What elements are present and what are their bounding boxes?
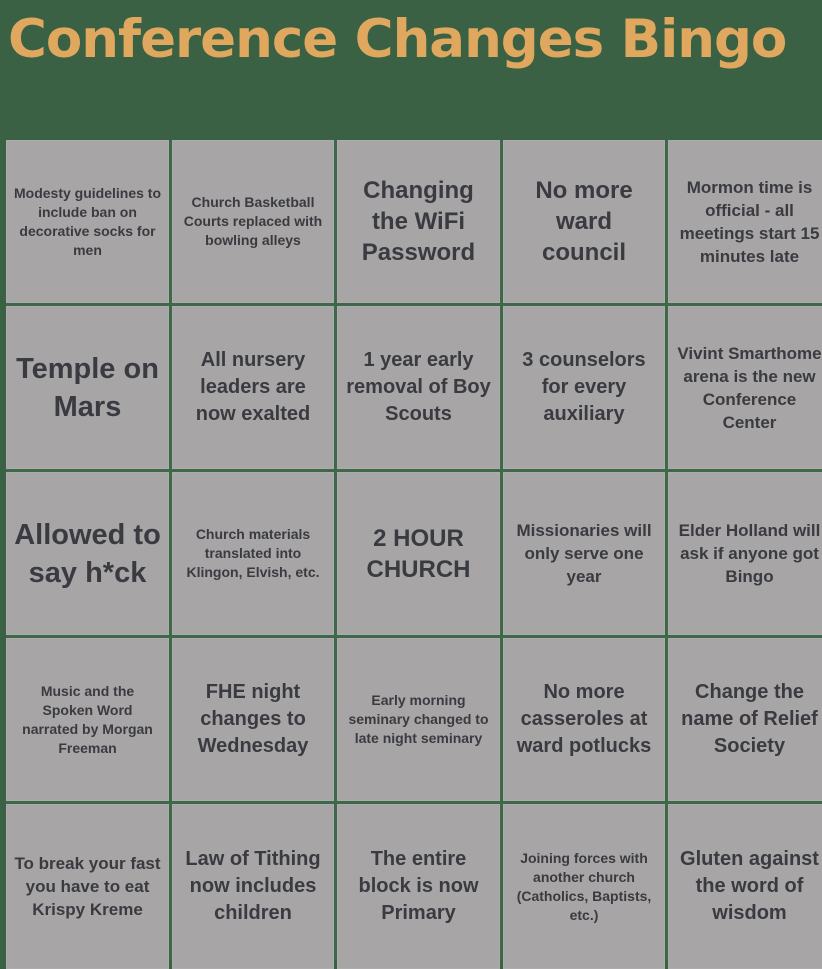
bingo-cell-r3c1: Allowed to say h*ck <box>6 472 169 635</box>
bingo-cell-r3c2: Church materials translated into Klingon, Elvish, etc. <box>172 472 334 635</box>
bingo-cell-r4c1: Music and the Spoken Word narrated by Morgan Freeman <box>6 638 169 801</box>
bingo-cell-r5c5: Gluten against the word of wisdom <box>668 804 822 969</box>
bingo-cell-r4c2: FHE night changes to Wednesday <box>172 638 334 801</box>
bingo-cell-r2c2: All nursery leaders are now exalted <box>172 306 334 469</box>
bingo-cell-r4c4: No more casseroles at ward potlucks <box>503 638 665 801</box>
page-title: Conference Changes Bingo <box>8 9 787 70</box>
bingo-cell-r2c1: Temple on Mars <box>6 306 169 469</box>
bingo-cell-r4c3: Early morning seminary changed to late night seminary <box>337 638 500 801</box>
bingo-cell-r1c5: Mormon time is official - all meetings start 15 minutes late <box>668 140 822 303</box>
bingo-board <box>6 140 822 960</box>
bingo-cell-r4c5: Change the name of Relief Society <box>668 638 822 801</box>
bingo-cell-r1c4: No more ward council <box>503 140 665 303</box>
bingo-cell-r3c3: 2 HOUR CHURCH <box>337 472 500 635</box>
bingo-cell-r3c4: Missionaries will only serve one year <box>503 472 665 635</box>
bingo-cell-r3c5: Elder Holland will ask if anyone got Bingo <box>668 472 822 635</box>
bingo-cell-r5c4: Joining forces with another church (Catholics, Baptists, etc.) <box>503 804 665 969</box>
bingo-cell-r5c3: The entire block is now Primary <box>337 804 500 969</box>
bingo-cell-r1c1: Modesty guidelines to include ban on decorative socks for men <box>6 140 169 303</box>
bingo-cell-r2c3: 1 year early removal of Boy Scouts <box>337 306 500 469</box>
bingo-cell-r2c4: 3 counselors for every auxiliary <box>503 306 665 469</box>
bingo-cell-r1c2: Church Basketball Courts replaced with bowling alleys <box>172 140 334 303</box>
bingo-cell-r1c3: Changing the WiFi Password <box>337 140 500 303</box>
bingo-cell-r2c5: Vivint Smarthome arena is the new Conference Center <box>668 306 822 469</box>
bingo-cell-r5c1: To break your fast you have to eat Krispy Kreme <box>6 804 169 969</box>
bingo-cell-r5c2: Law of Tithing now includes children <box>172 804 334 969</box>
